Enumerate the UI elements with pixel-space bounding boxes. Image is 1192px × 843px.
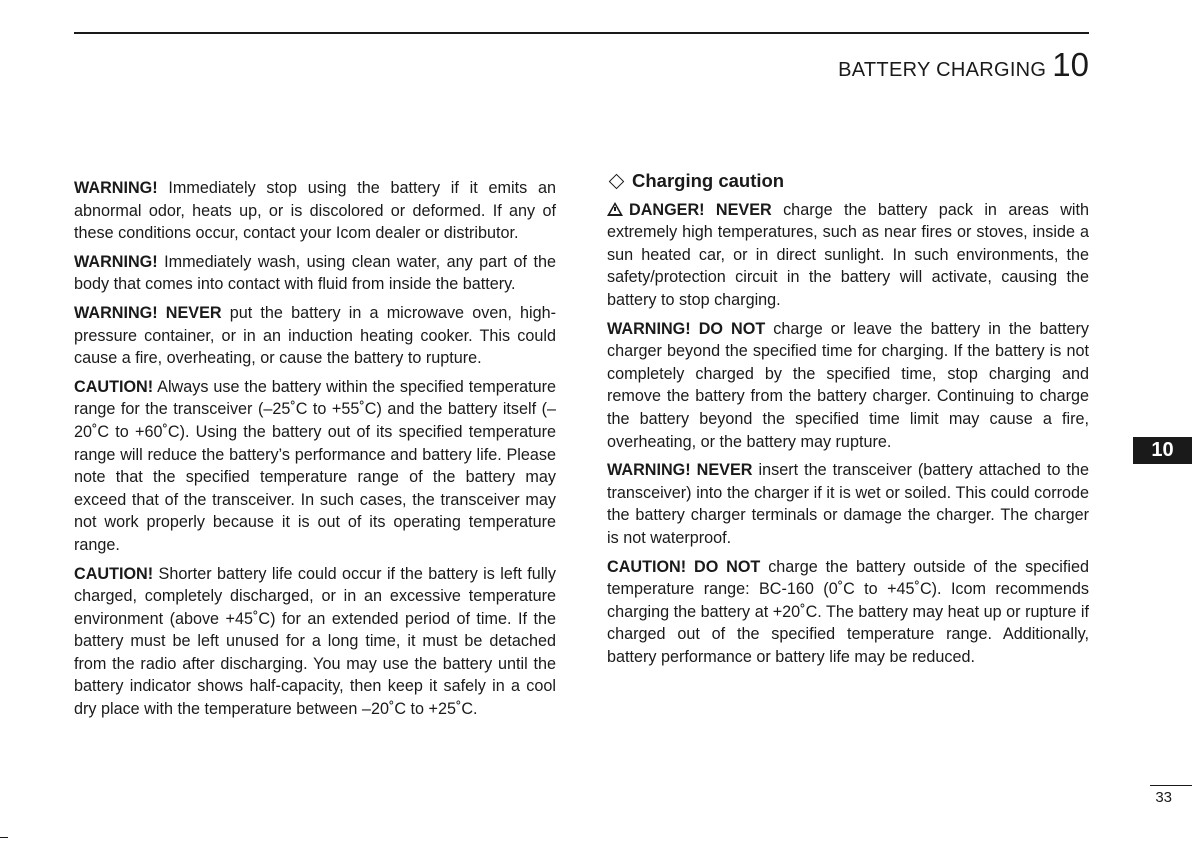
chapter-number: 10 [1052, 46, 1089, 83]
chapter-side-tab: 10 [1133, 437, 1192, 464]
paragraph-label: WARNING! NEVER [607, 461, 753, 480]
warning-triangle-icon [607, 202, 623, 216]
paragraph-text: insert the transceiver (battery attached to the transceiver) into the charger if it is wet or soiled. This could corrode the battery charger terminals or damage the charger. The charger is not waterproof. [607, 461, 1089, 547]
paragraph-label: WARNING! NEVER [74, 303, 222, 322]
paragraph-label: CAUTION! DO NOT [607, 557, 761, 576]
diamond-icon [609, 174, 625, 190]
page-number: 33 [1155, 789, 1172, 806]
left-paragraph [74, 563, 556, 721]
page-header [838, 46, 1089, 84]
paragraph-label: WARNING! [74, 252, 158, 271]
section-heading [607, 170, 1089, 193]
paragraph-label: CAUTION! [74, 564, 154, 583]
paragraph-text: put the battery in a microwave oven, high-pressure container, or in an induction heating cooker. This could cause a fire, overheating, or cause the battery to rupture. [74, 303, 556, 368]
paragraph-text: Always use the battery within the specified temperature range for the transceiver (–25˚C to +55˚C) and the battery itself (–20˚C to +60˚C). Using the battery out of its specified temperature range will reduce the battery’s performance and battery life. Please note that the specified temperature range of the battery may exceed that of the transceiver. In such cases, the transceiver may not work properly because it is out of its operating temperature range. [74, 377, 556, 554]
paragraph-text: Shorter battery life could occur if the battery is left fully charged, completely discharged, or in an excessive temperature environment (above +45˚C) for an extended period of time. If the battery must be left unused for a long time, it must be detached from the radio after discharging. You may use the battery until the battery indicator shows half-capacity, then keep it safely in a cool dry place with the temperature between –20˚C to +25˚C. [74, 564, 556, 719]
left-column [74, 177, 556, 727]
paragraph-text: Immediately wash, using clean water, any part of the body that comes into contact with fluid from inside the battery. [74, 252, 556, 294]
right-column [607, 170, 1089, 674]
left-paragraph [74, 376, 556, 557]
paragraph-label: CAUTION! [74, 377, 154, 396]
chapter-title: BATTERY CHARGING [838, 59, 1047, 81]
paragraph-text: charge the battery pack in areas with extremely high temperatures, such as near fires or stoves, inside a sun heated car, or in direct sunlight. In such environments, the safety/protection circuit in the battery will activate, causing the battery to stop charging. [607, 200, 1089, 309]
paragraph-label: DANGER! NEVER [629, 200, 772, 219]
danger-paragraph [607, 199, 1089, 312]
header-rule [74, 32, 1089, 34]
section-heading-text: Charging caution [632, 170, 785, 191]
crop-mark [0, 837, 8, 838]
paragraph-text: charge or leave the battery in the battery charger beyond the specified time for charging. If the battery is not completely charged by the specified time, stop charging and remove the battery from the battery charger. Continuing to charge the battery beyond the specified time limit may cause a fire, overheating, or the battery may rupture. [607, 319, 1089, 451]
left-paragraph [74, 251, 556, 296]
paragraph-text: Immediately stop using the battery if it emits an abnormal odor, heats up, or is discolored or deformed. If any of these conditions occur, contact your Icom dealer or distributor. [74, 179, 556, 243]
paragraph-label: WARNING! [74, 179, 158, 197]
left-paragraph [74, 177, 556, 245]
right-paragraph [607, 556, 1089, 669]
left-paragraph [74, 302, 556, 370]
paragraph-text: charge the battery outside of the specified temperature range: BC-160 (0˚C to +45˚C). Icom recommends charging the battery at +20˚C. The battery may heat up or rupture if charged out of the specified temperature range. Additionally, battery performance or battery life may be reduced. [607, 557, 1089, 666]
page-number-rule [1150, 785, 1192, 786]
right-paragraph [607, 459, 1089, 549]
paragraph-label: WARNING! DO NOT [607, 319, 766, 338]
right-paragraph [607, 318, 1089, 454]
